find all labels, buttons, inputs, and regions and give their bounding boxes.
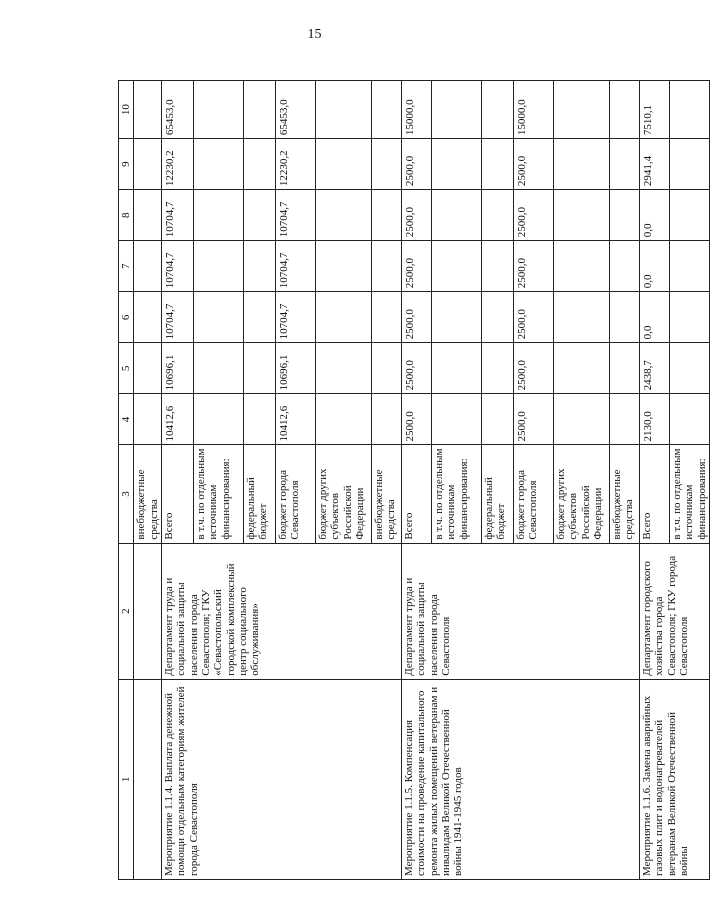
amount-cell: 2500,0 bbox=[513, 190, 553, 241]
header-cell: 7 bbox=[119, 241, 134, 292]
amount-cell bbox=[315, 292, 371, 343]
amount-cell bbox=[669, 292, 709, 343]
amount-cell bbox=[193, 343, 243, 394]
amount-cell: 0,0 bbox=[639, 241, 669, 292]
header-cell: 2 bbox=[119, 543, 134, 679]
amount-cell bbox=[669, 190, 709, 241]
table-header-row bbox=[119, 81, 134, 880]
amount-cell bbox=[553, 343, 609, 394]
amount-cell: 10412,6 bbox=[275, 394, 315, 445]
financing-table bbox=[118, 80, 710, 880]
amount-cell bbox=[481, 343, 513, 394]
table-row bbox=[401, 81, 431, 880]
amount-cell bbox=[243, 81, 275, 139]
amount-cell: 15000,0 bbox=[401, 81, 431, 139]
amount-cell: 7510,1 bbox=[639, 81, 669, 139]
amount-cell bbox=[669, 139, 709, 190]
funding-source-cell: бюджет города Севастополя bbox=[513, 445, 553, 543]
amount-cell: 2500,0 bbox=[513, 241, 553, 292]
amount-cell bbox=[371, 139, 401, 190]
amount-cell bbox=[243, 190, 275, 241]
funding-source-cell: бюджет города Севастополя bbox=[275, 445, 315, 543]
amount-cell bbox=[371, 343, 401, 394]
amount-cell bbox=[315, 394, 371, 445]
amount-cell bbox=[669, 81, 709, 139]
amount-cell bbox=[609, 190, 639, 241]
amount-cell bbox=[431, 190, 481, 241]
table-row bbox=[161, 81, 193, 880]
amount-cell bbox=[193, 190, 243, 241]
funding-source-cell: федеральный бюджет bbox=[481, 445, 513, 543]
header-cell: 4 bbox=[119, 394, 134, 445]
amount-cell bbox=[481, 139, 513, 190]
amount-cell: 15000,0 bbox=[513, 81, 553, 139]
amount-cell: 2500,0 bbox=[401, 241, 431, 292]
amount-cell: 10704,7 bbox=[275, 190, 315, 241]
amount-cell: 2438,7 bbox=[639, 343, 669, 394]
funding-source-cell: внебюджетные средства bbox=[134, 445, 162, 543]
amount-cell: 10704,7 bbox=[161, 292, 193, 343]
amount-cell bbox=[193, 81, 243, 139]
amount-cell: 10704,7 bbox=[275, 241, 315, 292]
funding-source-cell: внебюджетные средства bbox=[609, 445, 639, 543]
amount-cell bbox=[134, 241, 162, 292]
measure-name-cell bbox=[134, 679, 162, 879]
funding-source-cell: в т.ч. по отдельным источникам финансирования: bbox=[669, 445, 709, 543]
funding-source-cell: бюджет других субъектов Российской Федерации bbox=[315, 445, 371, 543]
amount-cell: 2500,0 bbox=[401, 190, 431, 241]
amount-cell bbox=[315, 81, 371, 139]
amount-cell bbox=[371, 241, 401, 292]
amount-cell: 2500,0 bbox=[401, 394, 431, 445]
amount-cell: 10696,1 bbox=[161, 343, 193, 394]
amount-cell bbox=[609, 81, 639, 139]
amount-cell: 2500,0 bbox=[513, 139, 553, 190]
amount-cell: 2500,0 bbox=[401, 292, 431, 343]
header-cell: 9 bbox=[119, 139, 134, 190]
amount-cell: 2500,0 bbox=[513, 292, 553, 343]
table-row bbox=[639, 81, 669, 880]
amount-cell: 2500,0 bbox=[401, 139, 431, 190]
amount-cell: 10412,6 bbox=[161, 394, 193, 445]
amount-cell bbox=[481, 394, 513, 445]
amount-cell: 10704,7 bbox=[275, 292, 315, 343]
amount-cell bbox=[134, 292, 162, 343]
amount-cell bbox=[431, 241, 481, 292]
amount-cell bbox=[481, 292, 513, 343]
amount-cell bbox=[609, 292, 639, 343]
amount-cell bbox=[193, 241, 243, 292]
amount-cell: 2500,0 bbox=[401, 343, 431, 394]
amount-cell bbox=[481, 190, 513, 241]
amount-cell bbox=[669, 394, 709, 445]
amount-cell bbox=[553, 394, 609, 445]
amount-cell: 0,0 bbox=[639, 292, 669, 343]
amount-cell bbox=[243, 343, 275, 394]
amount-cell bbox=[481, 241, 513, 292]
amount-cell bbox=[134, 343, 162, 394]
amount-cell: 2130,0 bbox=[639, 394, 669, 445]
amount-cell bbox=[243, 139, 275, 190]
amount-cell: 65453,0 bbox=[275, 81, 315, 139]
amount-cell bbox=[315, 139, 371, 190]
amount-cell: 12230,2 bbox=[275, 139, 315, 190]
amount-cell bbox=[669, 343, 709, 394]
amount-cell bbox=[193, 292, 243, 343]
funding-source-cell: бюджет других субъектов Российской Федерации bbox=[553, 445, 609, 543]
amount-cell bbox=[553, 241, 609, 292]
funding-source-cell: Всего bbox=[401, 445, 431, 543]
header-cell: 5 bbox=[119, 343, 134, 394]
amount-cell bbox=[431, 81, 481, 139]
measure-name-cell: Мероприятие 1.1.6. Замена аварийных газовых плит и водонагревателей ветеранам Великой Отечественной войны bbox=[639, 679, 709, 879]
amount-cell bbox=[193, 394, 243, 445]
amount-cell bbox=[243, 394, 275, 445]
funding-source-cell: внебюджетные средства bbox=[371, 445, 401, 543]
amount-cell bbox=[609, 139, 639, 190]
amount-cell: 10704,7 bbox=[161, 190, 193, 241]
amount-cell bbox=[609, 343, 639, 394]
amount-cell bbox=[134, 81, 162, 139]
amount-cell: 12230,2 bbox=[161, 139, 193, 190]
amount-cell bbox=[371, 190, 401, 241]
amount-cell: 10704,7 bbox=[161, 241, 193, 292]
executor-cell: Департамент труда и социальной защиты населения города Севастополя; ГКУ «Севастопольский городской комплексный центр социального обслуживания» bbox=[161, 543, 401, 679]
header-cell: 3 bbox=[119, 445, 134, 543]
page-number: 15 bbox=[307, 27, 322, 42]
amount-cell bbox=[481, 81, 513, 139]
funding-source-cell: федеральный бюджет bbox=[243, 445, 275, 543]
amount-cell bbox=[243, 241, 275, 292]
amount-cell bbox=[243, 292, 275, 343]
amount-cell bbox=[134, 394, 162, 445]
amount-cell: 2941,4 bbox=[639, 139, 669, 190]
executor-cell bbox=[134, 543, 162, 679]
funding-source-cell: Всего bbox=[639, 445, 669, 543]
amount-cell: 2500,0 bbox=[513, 394, 553, 445]
amount-cell bbox=[371, 394, 401, 445]
amount-cell bbox=[371, 81, 401, 139]
amount-cell bbox=[609, 241, 639, 292]
header-cell: 6 bbox=[119, 292, 134, 343]
funding-source-cell: в т.ч. по отдельным источникам финансирования: bbox=[431, 445, 481, 543]
amount-cell bbox=[553, 139, 609, 190]
table-row bbox=[134, 81, 162, 880]
amount-cell bbox=[553, 81, 609, 139]
amount-cell: 0,0 bbox=[639, 190, 669, 241]
amount-cell bbox=[193, 139, 243, 190]
amount-cell bbox=[669, 241, 709, 292]
amount-cell bbox=[553, 190, 609, 241]
amount-cell bbox=[134, 139, 162, 190]
measure-name-cell: Мероприятие 1.1.5. Компенсация стоимости на проведение капитального ремонта жилых помещений ветеранам и инвалидам Великой Отечественной войны 1941-1945 годов bbox=[401, 679, 639, 879]
amount-cell bbox=[431, 394, 481, 445]
header-cell: 8 bbox=[119, 190, 134, 241]
amount-cell bbox=[371, 292, 401, 343]
amount-cell: 10696,1 bbox=[275, 343, 315, 394]
amount-cell: 2500,0 bbox=[513, 343, 553, 394]
measure-name-cell: Мероприятие 1.1.4. Выплата денежной помощи отдельным категориям жителей города Севастополя bbox=[161, 679, 401, 879]
amount-cell bbox=[553, 292, 609, 343]
amount-cell bbox=[431, 343, 481, 394]
amount-cell bbox=[315, 343, 371, 394]
rotated-table-container bbox=[118, 80, 708, 880]
amount-cell bbox=[609, 394, 639, 445]
amount-cell bbox=[315, 190, 371, 241]
executor-cell: Департамент городского хозяйства города Севастополя; ГКУ города Севастополя bbox=[639, 543, 709, 679]
amount-cell bbox=[431, 139, 481, 190]
executor-cell: Департамент труда и социальной защиты населения города Севастополя bbox=[401, 543, 639, 679]
amount-cell: 65453,0 bbox=[161, 81, 193, 139]
amount-cell bbox=[134, 190, 162, 241]
header-cell: 10 bbox=[119, 81, 134, 139]
funding-source-cell: в т.ч. по отдельным источникам финансирования: bbox=[193, 445, 243, 543]
header-cell: 1 bbox=[119, 679, 134, 879]
funding-source-cell: Всего bbox=[161, 445, 193, 543]
amount-cell bbox=[315, 241, 371, 292]
amount-cell bbox=[431, 292, 481, 343]
